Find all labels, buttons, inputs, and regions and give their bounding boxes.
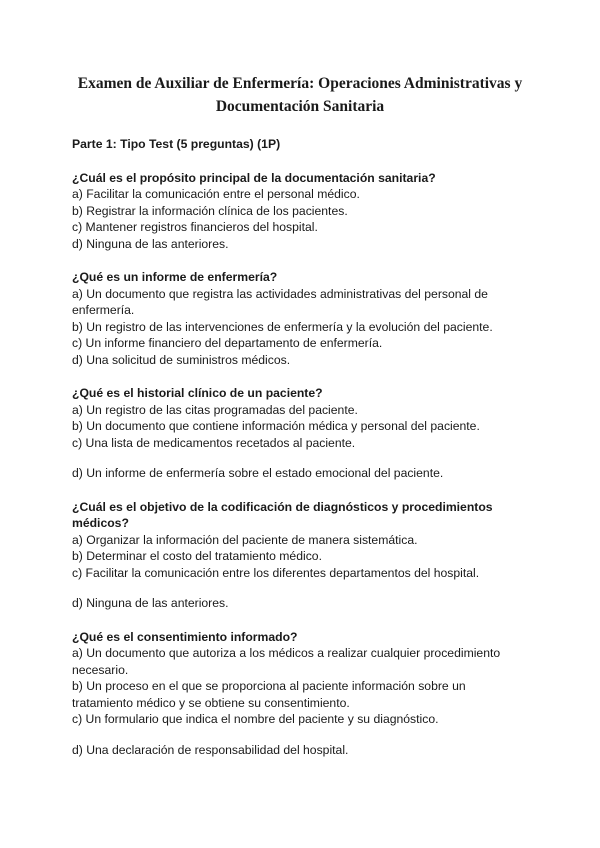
option-b: b) Determinar el costo del tratamiento médico. [72, 549, 322, 563]
option-b: b) Registrar la información clínica de los pacientes. [72, 203, 348, 218]
question-5 [72, 629, 528, 759]
option-d: d) Una declaración de responsabilidad del hospital. [72, 742, 349, 757]
question-text: ¿Qué es un informe de enfermería? [72, 270, 278, 284]
document-title-line-1: Examen de Auxiliar de Enfermería: Operaciones Administrativas y [77, 75, 523, 92]
option-b: b) Un registro de las intervenciones de enfermería y la evolución del paciente. [72, 319, 493, 334]
option-c: c) Un informe financiero del departamento de enfermería. [72, 336, 383, 350]
option-a: a) Un documento que registra las actividades administrativas del personal de enfermería. [72, 286, 488, 317]
question-2 [72, 269, 528, 368]
question-3 [72, 385, 528, 482]
option-a: a) Un documento que autoriza a los médicos a realizar cualquier procedimiento necesario. [72, 646, 501, 677]
document-title [72, 72, 528, 118]
option-b: b) Un documento que contiene información médica y personal del paciente. [72, 419, 480, 433]
question-text: ¿Qué es el historial clínico de un paciente? [72, 386, 323, 400]
option-c: c) Facilitar la comunicación entre los diferentes departamentos del hospital. [72, 565, 480, 580]
option-c: c) Una lista de medicamentos recetados al paciente. [72, 435, 356, 450]
option-b: b) Un proceso en el que se proporciona al paciente información sobre un tratamiento médico y se obtiene su consentimiento. [72, 679, 466, 710]
option-d: d) Ninguna de las anteriores. [72, 596, 229, 610]
question-text: ¿Cuál es el propósito principal de la documentación sanitaria? [72, 170, 436, 185]
option-d: d) Una solicitud de suministros médicos. [72, 352, 291, 367]
question-text: ¿Qué es el consentimiento informado? [72, 629, 298, 644]
option-a: a) Organizar la información del paciente de manera sistemática. [72, 532, 418, 547]
option-d: d) Ninguna de las anteriores. [72, 236, 229, 251]
option-c: c) Un formulario que indica el nombre del paciente y su diagnóstico. [72, 712, 439, 726]
question-1 [72, 170, 528, 253]
question-4 [72, 499, 528, 612]
option-d: d) Un informe de enfermería sobre el estado emocional del paciente. [72, 466, 444, 480]
option-c: c) Mantener registros financieros del hospital. [72, 220, 318, 234]
part-heading: Parte 1: Tipo Test (5 preguntas) (1P) [72, 137, 281, 151]
option-a: a) Facilitar la comunicación entre el personal médico. [72, 187, 360, 201]
option-a: a) Un registro de las citas programadas del paciente. [72, 402, 358, 417]
question-text: ¿Cuál es el objetivo de la codificación de diagnósticos y procedimientos médicos? [72, 499, 493, 530]
document-title-line-2: Documentación Sanitaria [215, 98, 385, 115]
